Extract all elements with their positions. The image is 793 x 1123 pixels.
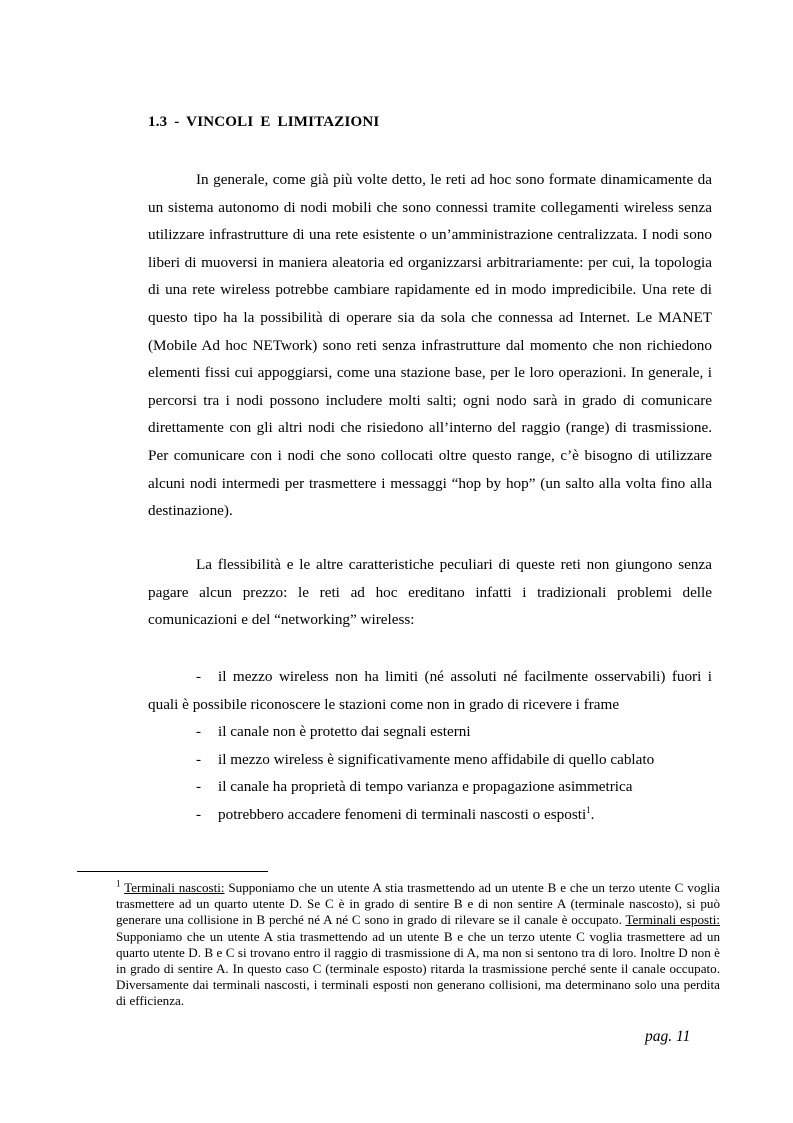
list-item: [148, 801, 712, 829]
problems-list: [148, 663, 712, 829]
footnote-mark: 1: [116, 878, 121, 889]
list-item-text: il mezzo wireless è significativamente meno affidabile di quello cablato: [218, 750, 655, 768]
paragraph-problems: [148, 551, 712, 634]
list-dash: -: [196, 723, 202, 741]
list-item-suffix: .: [590, 805, 595, 823]
paragraph-intro-text: In generale, come già più volte detto, le reti ad hoc sono formate dinamicamente da un sistema autonomo di nodi mobili che sono connessi tramite collegamenti wireless senza utilizzare infrastrutture di una rete esistente o un’amministrazione centralizzata. I nodi sono liberi di muoversi in maniera aleatoria ed organizzarsi arbitrariamente: per cui, la topologia di una rete wireless potrebbe cambiare rapidamente ed in modo impredicibile. Una rete di questo tipo ha la possibilità di operare sia da sola che connessa ad Internet. Le MANET (Mobile Ad hoc NETwork) sono reti senza infrastrutture dal momento che non richiedono elementi fissi cui appoggiarsi, come una stazione base, per le loro operazioni. In generale, i percorsi tra i nodi possono includere molti salti; ogni nodo sarà in grado di comunicare direttamente con gli altri nodi che risiedono all’interno del raggio (range) di trasmissione. Per comunicare con i nodi che sono collocati oltre questo range, c’è bisogno di utilizzare alcuni nodi intermedi per trasmettere i messaggi “hop by hop” (un salto alla volta fino alla destinazione).: [148, 171, 712, 520]
list-dash: -: [196, 805, 202, 823]
list-dash: -: [196, 668, 202, 685]
footnote: [116, 880, 720, 1010]
paragraph-problems-text: La flessibilità e le altre caratteristiche peculiari di queste reti non giungono senza pagare alcun prezzo: le reti ad hoc ereditano infatti i tradizionali problemi delle comunicazioni e del “networking” wireless:: [148, 556, 712, 629]
list-item: [148, 773, 712, 801]
list-item-text: il canale ha proprietà di tempo varianza e propagazione asimmetrica: [218, 778, 633, 796]
footnote-text-exposed: Supponiamo che un utente A stia trasmettendo ad un utente B e che un terzo utente C voglia trasmettere ad un quarto utente D. B e C si trovano entro il raggio di trasmissione di A, ma non si sentono tra di loro. Inoltre D non è in grado di sentire A. In questo caso C (terminale esposto) ritarda la trasmissione perché sente il canale occupato. Diversamente dai terminali nascosti, i terminali esposti non generano collisioni, ma determinano solo una perdita di efficienza.: [116, 928, 720, 1009]
list-dash: -: [196, 750, 202, 768]
page-number: pag. 11: [645, 1028, 691, 1045]
list-item: [148, 663, 712, 718]
footnote-term-exposed: Terminali esposti:: [625, 912, 721, 928]
list-item: [148, 746, 712, 774]
list-item: [148, 718, 712, 746]
list-item-text: potrebbero accadere fenomeni di terminali nascosti o esposti: [218, 805, 587, 823]
section-heading: 1.3 - VINCOLI E LIMITAZIONI: [148, 114, 380, 130]
paragraph-intro: [148, 166, 712, 525]
list-dash: -: [196, 778, 202, 796]
footnote-divider: [77, 871, 268, 872]
footnote-reference: 1: [586, 804, 591, 815]
list-item-text: il mezzo wireless non ha limiti (né assoluti né facilmente osservabili) fuori i quali è possibile riconoscere le stazioni come non in grado di ricevere i frame: [148, 668, 712, 713]
footnote-text-hidden: Supponiamo che un utente A stia trasmettendo ad un utente B e che un terzo utente C voglia trasmettere ad un quarto utente D. Se C è in grado di sentire B e di non sentire A (terminale nascosto), si può generare una collisione in B perché né A né C sono in grado di rilevare se il canale è occupato.: [116, 880, 720, 928]
footnote-term-hidden: Terminali nascosti:: [124, 880, 225, 895]
list-item-text: il canale non è protetto dai segnali esterni: [218, 723, 471, 741]
